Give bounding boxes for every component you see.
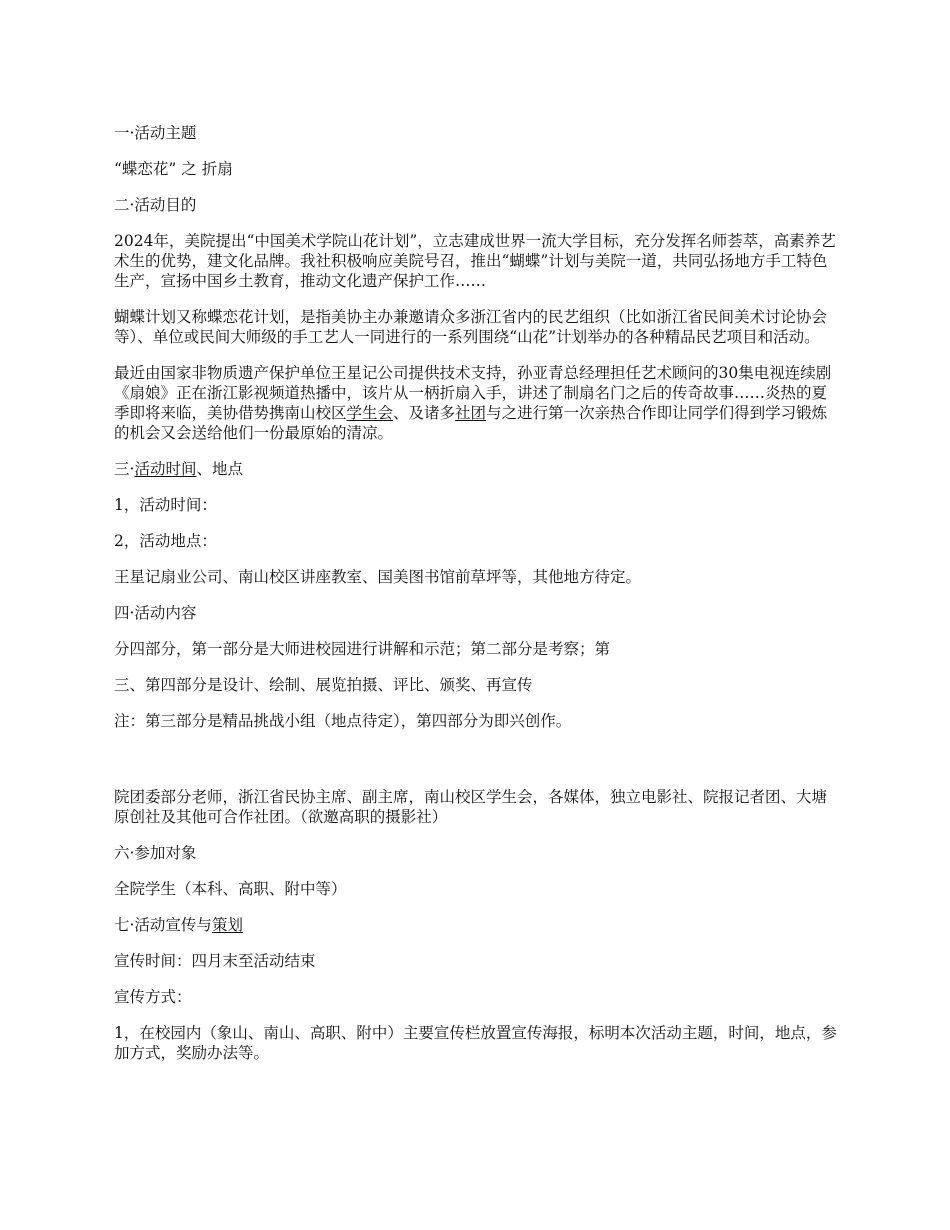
text-run: 六·参加对象 <box>114 844 197 862</box>
text-run: 三、第四部分是设计、绘制、展览拍摄、评比、颁奖、再宣传 <box>114 676 533 694</box>
text-run: 王星记扇业公司、南山校区讲座教室、国美图书馆前草坪等，其他地方待定。 <box>114 568 642 586</box>
paragraph <box>114 603 842 623</box>
text-run: 2024年，美院提出“中国美术学院山花计划”，立志建成世界一流大学目标，充分发挥名师荟萃，高素养艺术生的优势，建文化品牌。我社积极响应美院号召，推出“蝴蝶”计划与美院一道，共同弘扬地方手工特色生产，宣扬中国乡土教育，推动文化遗产保护工作…… <box>114 232 836 290</box>
text-run: 四·活动内容 <box>114 604 197 622</box>
paragraph <box>114 495 842 515</box>
text-run: 七·活动宣传与 <box>114 916 212 934</box>
paragraph <box>114 459 842 479</box>
text-run: 蝴蝶计划又称蝶恋花计划，是指美协主办兼邀请众多浙江省内的民艺组织（比如浙江省民间美术讨论协会等）、单位或民间大师级的手工艺人一同进行的一系列围绕“山花”计划举办的各种精品民艺项目和活动。 <box>114 308 828 346</box>
text-run: 宣传时间：四月末至活动结束 <box>114 952 316 970</box>
text-run: 分四部分，第一部分是大师进校园进行讲解和示范；第二部分是考察；第 <box>114 640 611 658</box>
text-run: 、地点 <box>196 460 243 478</box>
underlined-term: 社团 <box>455 404 487 422</box>
paragraph <box>114 639 842 659</box>
underlined-term: 学生会 <box>346 404 394 422</box>
text-run: 1，活动时间： <box>114 496 217 514</box>
paragraph <box>114 915 842 935</box>
underlined-term: 策划 <box>211 916 243 934</box>
paragraph <box>114 951 842 971</box>
text-run: 三· <box>114 460 135 478</box>
text-run: 1，在校园内（象山、南山、高职、附中）主要宣传栏放置宣传海报，标明本次活动主题，时间，地点，参加方式，奖励办法等。 <box>114 1024 837 1062</box>
text-run: 、及诸多 <box>393 404 456 422</box>
paragraph <box>114 567 842 587</box>
underlined-term: 活动时间 <box>134 460 197 478</box>
text-run: 一·活动主题 <box>114 124 197 142</box>
blank-spacer <box>114 747 842 787</box>
paragraph <box>114 159 842 179</box>
paragraph <box>114 987 842 1007</box>
paragraph <box>114 531 842 551</box>
paragraph <box>114 843 842 863</box>
text-run: 最近由国家非物质遗产保护单位王星记公司提供技术支持，孙亚青总经理担任艺术顾问的30集电视连续剧《扇娘》正在浙江影视频道热播中，该片从一柄折扇入手，讲述了制扇名门之后的传奇故事……炎热的夏季即将来临，美协借势携南山校区 <box>114 364 832 422</box>
paragraph <box>114 123 842 143</box>
text-run: 院团委部分老师，浙江省民协主席、副主席，南山校区学生会，各媒体，独立电影社、院报记者团、大塘原创社及其他可合作社团。（欲邀高职的摄影社） <box>114 788 828 826</box>
text-run: “蝶恋花” 之 折扇 <box>114 160 233 178</box>
paragraph <box>114 879 842 899</box>
document-body <box>114 123 842 1079</box>
paragraph <box>114 711 842 731</box>
paragraph <box>114 1023 842 1063</box>
text-run: 二·活动目的 <box>114 196 197 214</box>
paragraph <box>114 363 842 443</box>
text-run: 全院学生（本科、高职、附中等） <box>114 880 347 898</box>
paragraph <box>114 787 842 827</box>
paragraph <box>114 231 842 291</box>
paragraph <box>114 307 842 347</box>
text-run: 与之进行第一次亲热合作即让同学们得到学习锻炼的机会又会送给他们一份最原始的清凉。 <box>114 404 828 442</box>
text-run: 2，活动地点： <box>114 532 217 550</box>
text-run: 宣传方式： <box>114 988 192 1006</box>
paragraph <box>114 195 842 215</box>
paragraph <box>114 675 842 695</box>
text-run: 注：第三部分是精品挑战小组（地点待定），第四部分为即兴创作。 <box>114 712 572 730</box>
